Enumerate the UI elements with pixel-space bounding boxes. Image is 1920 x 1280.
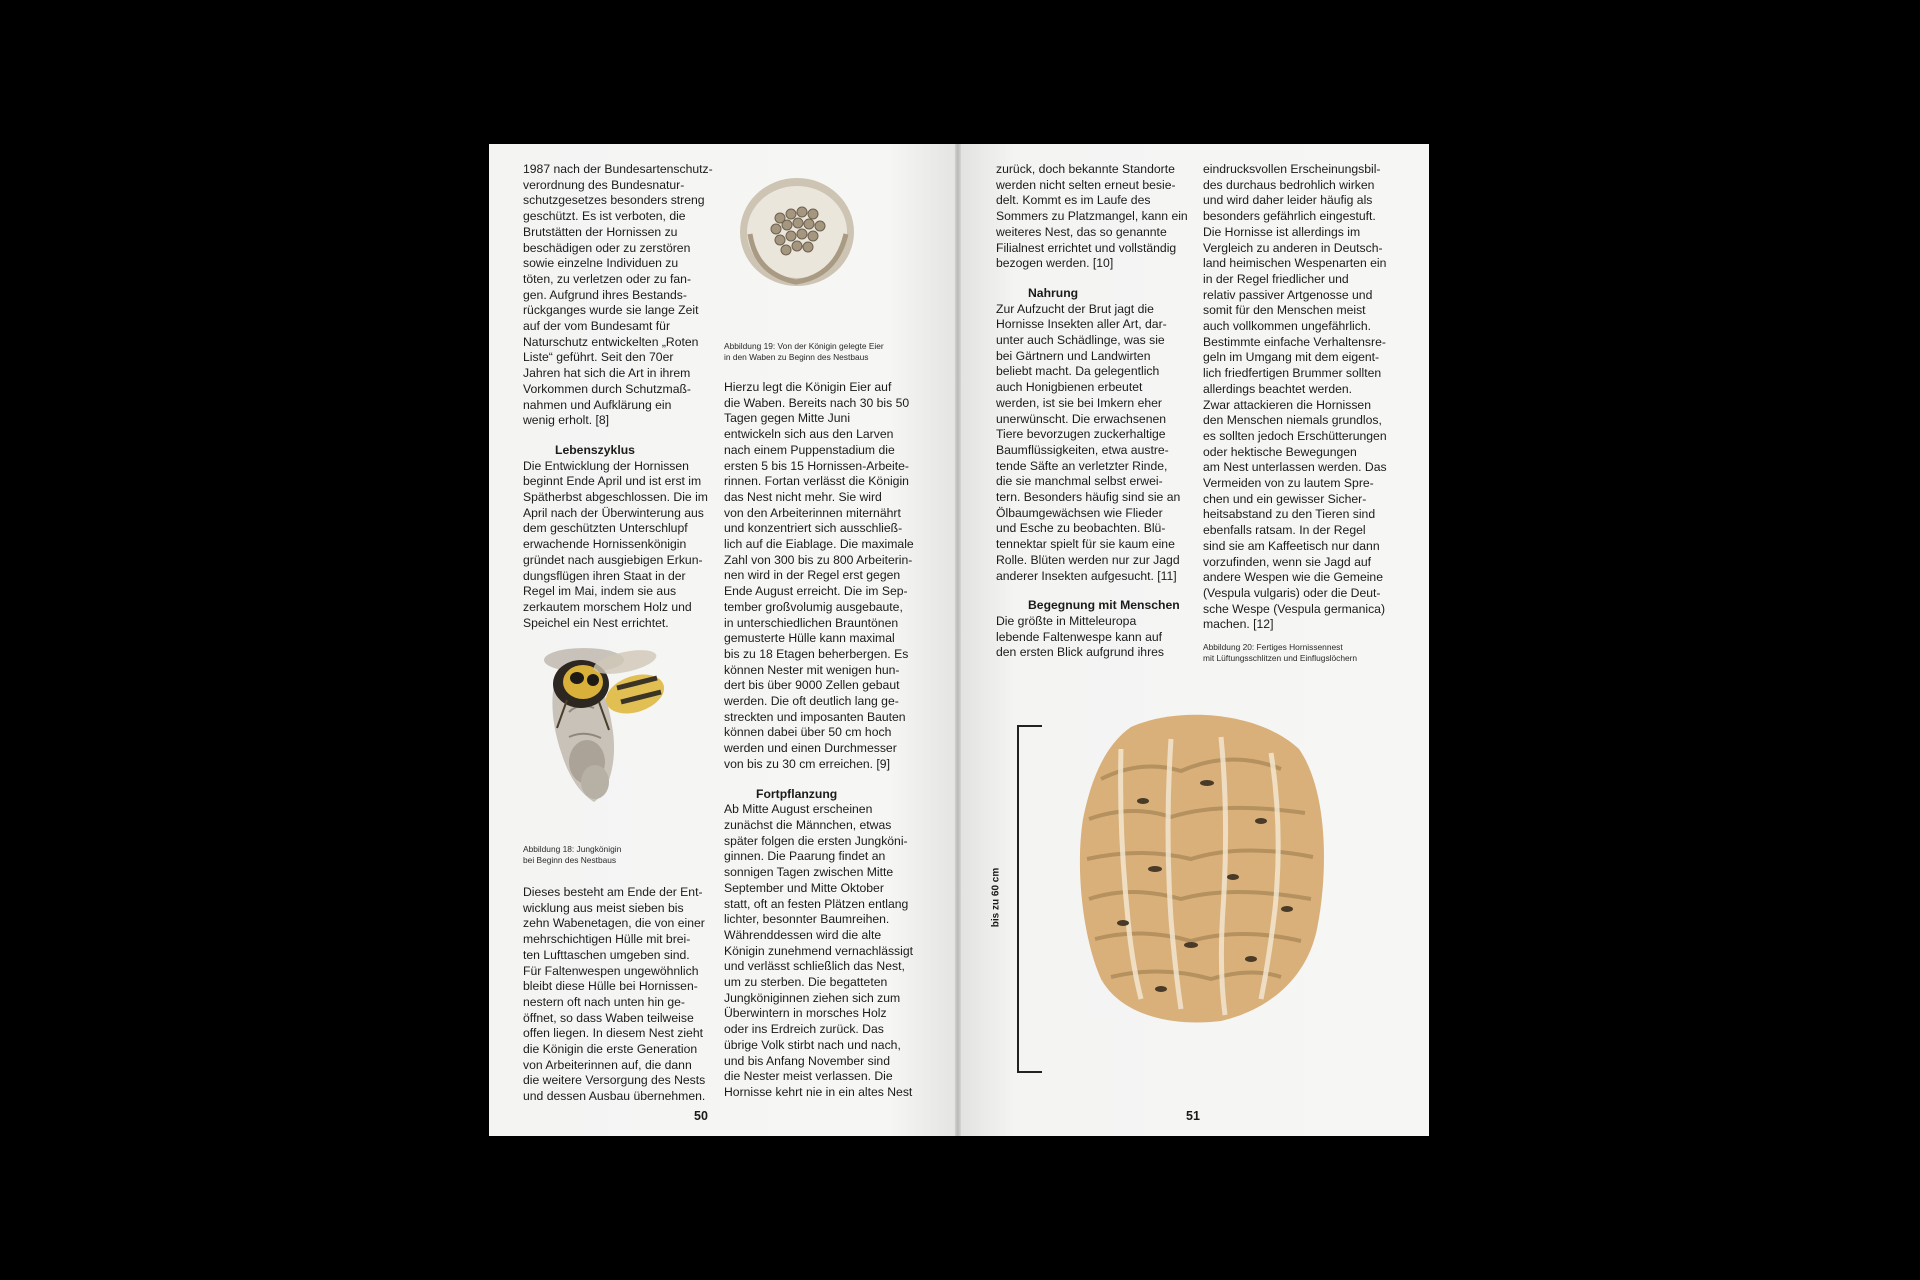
left-col-1 <box>523 162 713 631</box>
figure-caption: Abbildung 19: Von der Königin gelegte Eier in den Waben zu Beginn des Nestbaus <box>724 341 884 362</box>
left-col-1-bottom <box>523 885 723 1105</box>
paragraph: Dieses besteht am Ende der Ent- wicklung aus meist sieben bis zehn Wabenetagen, die von einer mehrschichtigen Hülle mit brei- ten Lufttaschen umgeben sind. Für Faltenwespen ungewöhnlich bleibt diese Hülle bei Hornissen- nestern oft nach unten hin ge- öffnet, so dass Waben teilweise offen liegen. In diesem Nest zieht die Königin die erste Generation von Arbeiterinnen auf, die dann die weitere Versorgung des Nests und dessen Ausbau übernehmen. <box>523 885 706 1104</box>
paragraph: zurück, doch bekannte Standorte werden nicht selten erneut besie- delt. Kommt es im Laufe des Sommers zu Platzmangel, kann ein weiteres Nest, das so genannte Filialnest errichtet und vollständig bezogen werden. [10] <box>996 162 1188 271</box>
right-page <box>958 144 1429 1136</box>
figure-caption: Abbildung 20: Fertiges Hornissennest mit Lüftungsschlitzen und Einflugslöchern <box>1203 642 1358 663</box>
book-gutter <box>955 144 961 1136</box>
section-heading: Fortpflanzung <box>756 786 838 801</box>
paragraph: Ab Mitte August erscheinen zunächst die Männchen, etwas später folgen die ersten Jungköni- ginnen. Die Paarung findet an sonnigen Tagen zwischen Mitte September und Mitte Oktober statt, oft an festen Plätzen entlang lichter, besonnter Baumreihen. Währenddessen wird die alte Königin zunehmend vernachlässigt und verlässt schließlich das Nest, um zu sterben. Die begatteten Jungköniginnen ziehen sich zum Überwintern in morsches Holz oder ins Erdreich zurück. Das übrige Volk stirbt nach und nach, und bis Anfang November sind die Nester meist verlassen. Die Hornisse kehrt nie in ein altes Nest <box>724 802 914 1099</box>
paragraph: Zur Aufzucht der Brut jagt die Hornisse Insekten aller Art, dar- unter auch Schädlinge, was sie bei Gärtnern und Landwirten beliebt macht. Da gelegentlich auch Honigbienen erbeutet werden, ist sie bei Imkern eher unerwünscht. Die erwachsenen Tiere bevorzugen zuckerhaltige Baumflüssigkeiten, etwa austre- tende Säfte an verletzter Rinde, die sie manchmal selbst erwei- tern. Besonders häufig sind sie an Ölbaumgewächsen wie Flieder und Esche zu beobachten. Blü- tennektar spielt für sie kaum eine Rolle. Blüten werden nur zur Jagd anderer Insekten aufgesucht. [11] <box>996 301 1181 583</box>
section-heading: Begegnung mit Menschen <box>1028 598 1180 613</box>
hornet-nest-illustration <box>1061 709 1331 1029</box>
left-col-2 <box>724 380 944 1101</box>
right-col-1 <box>996 162 1196 661</box>
hornet-queen-illustration <box>539 642 689 812</box>
paragraph: 1987 nach der Bundesartenschutz- verordnung des Bundesnatur- schutzgesetzes besonders streng geschützt. Es ist verboten, die Brutstätten der Hornissen zu beschädigen oder zu zerstören sowie einzelne Individuen zu töten, zu verletzen oder zu fan- gen. Aufgrund ihres Bestands- rückganges wurde sie lange Zeit auf der vom Bundesamt für Naturschutz entwickelten „Roten Liste“ geführt. Seit den 70er Jahren hat sich die Art in ihrem Vorkommen durch Schutzmaß- nahmen und Aufklärung ein wenig erholt. [8] <box>523 162 713 428</box>
section-heading: Lebenszyklus <box>555 442 635 457</box>
paragraph: Die größte in Mitteleuropa lebende Faltenwespe kann auf den ersten Blick aufgrund ihres <box>996 613 1165 660</box>
section-heading: Nahrung <box>1028 285 1079 300</box>
right-col-2 <box>1203 162 1413 633</box>
page-number: 51 <box>1186 1109 1200 1123</box>
comb-eggs-illustration <box>736 174 858 290</box>
book-spread <box>489 144 1429 1136</box>
figure-caption: Abbildung 18: Jungkönigin bei Beginn des Nestbaus <box>523 844 622 865</box>
paragraph: Die Entwicklung der Hornissen beginnt Ende April und ist erst im Spätherbst abgeschlossen. Die im April nach der Überwinterung aus dem geschützten Unterschlupf erwachende Hornissenkönigin gründet nach ausgiebigen Erkun- dungsflügen ihren Staat in der Regel im Mai, indem sie aus zerkautem morschem Holz und Speichel ein Nest errichtet. <box>523 458 708 630</box>
paragraph: Hierzu legt die Königin Eier auf die Waben. Bereits nach 30 bis 50 Tagen gegen Mitte Juni entwickeln sich aus den Larven nach einem Puppenstadium die ersten 5 bis 15 Hornissen-Arbeite- rinnen. Fortan verlässt die Königin das Nest nicht mehr. Sie wird von den Arbeiterinnen miternährt und konzentriert sich ausschließ- lich auf die Eiablage. Die maximale Zahl von 300 bis zu 800 Arbeiterin- nen wird in der Regel erst gegen Ende August erreicht. Die im Sep- tember großvolumig ausgebaute, in unterschiedlichen Brauntönen gemusterte Hülle kann maximal bis zu 18 Etagen beherbergen. Es können Nester mit wenigen hun- dert bis über 9000 Zellen gebaut werden. Die oft deutlich lang ge- streckten und imposanten Bauten können dabei über 50 cm hoch werden und einen Durchmesser von bis zu 30 cm erreichen. [9] <box>724 380 914 771</box>
page-number: 50 <box>694 1109 708 1123</box>
left-page <box>489 144 958 1136</box>
scale-label: bis zu 60 cm <box>990 867 1002 928</box>
paragraph: eindrucksvollen Erscheinungsbil- des durchaus bedrohlich wirken und wird daher leider häufig als besonders gefährlich eingestuft. Die Hornisse ist allerdings im Vergleich zu anderen in Deutsch- land heimischen Wespenarten ein in der Regel friedlicher und relativ passiver Artgenosse und somit für den Menschen meist auch vollkommen ungefährlich. Bestimmte einfache Verhaltensre- geln im Umgang mit dem eigent- lich friedfertigen Brummer sollten allerdings beachtet werden. Zwar attackieren die Hornissen den Menschen niemals grundlos, es sollten jedoch Erschütterungen oder hektische Bewegungen am Nest unterlassen werden. Das Vermeiden von zu lautem Spre- chen und ein gewisser Sicher- heitsabstand zu den Tieren sind ebenfalls ratsam. In der Regel sind sie am Kaffeetisch nur dann vorzufinden, wenn sie Jagd auf andere Wespen wie die Gemeine (Vespula vulgaris) oder die Deut- sche Wespe (Vespula germanica) machen. [12] <box>1203 162 1387 632</box>
scale-bracket <box>1014 724 1044 1074</box>
